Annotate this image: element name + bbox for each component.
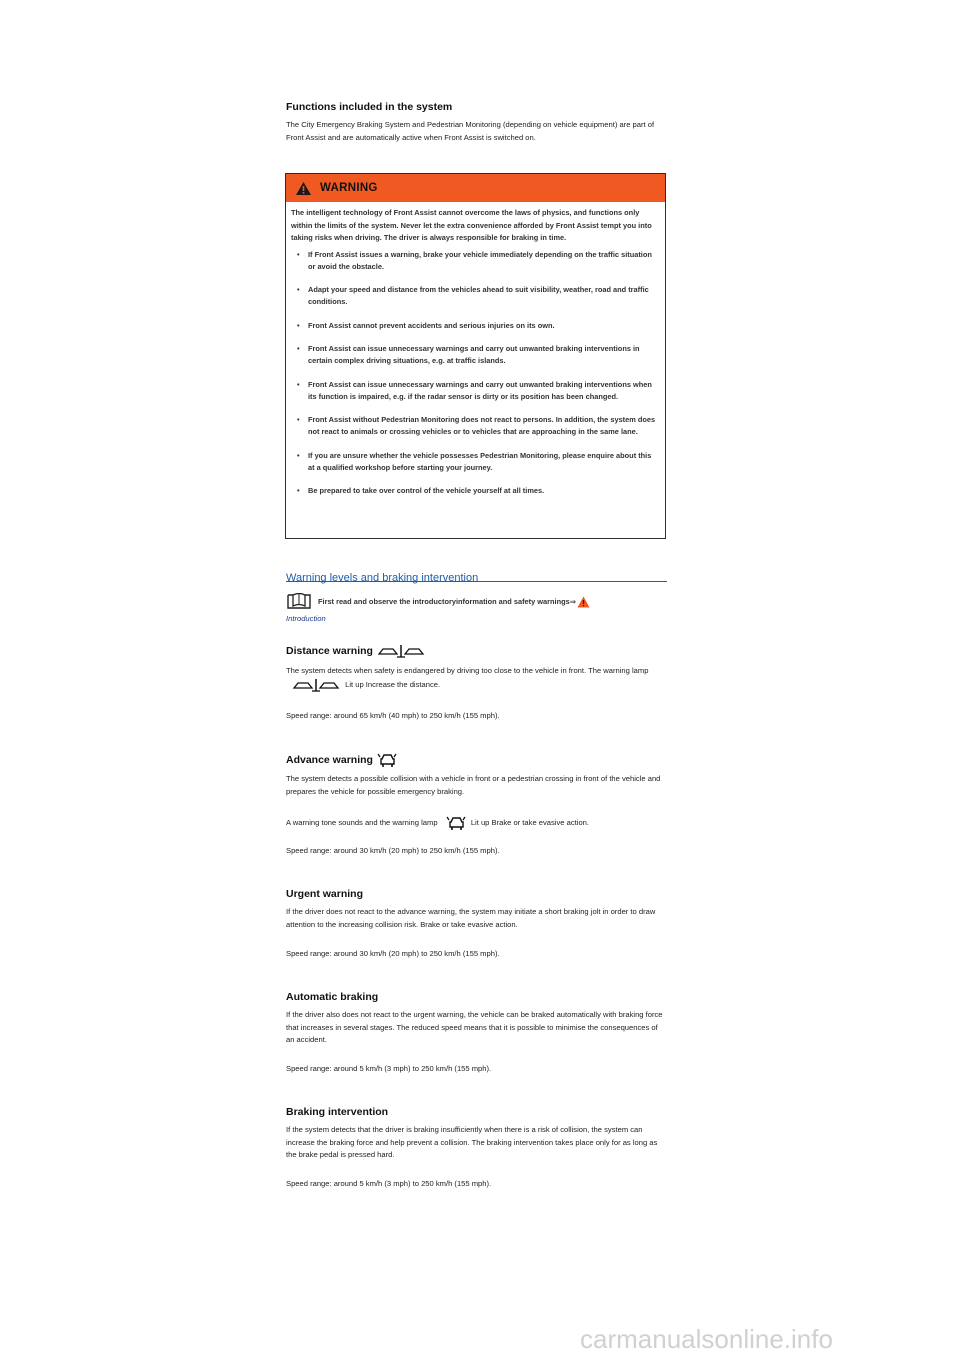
distance-title: Distance warning [286,645,373,657]
warning-list [291,249,659,498]
distance-text [286,665,667,692]
distance-speed: Speed range: around 65 km/h (40 mph) to 250 km/h (155 mph). [286,711,500,720]
introduction-link[interactable]: Introduction [286,614,326,623]
braking-title: Braking intervention [286,1106,389,1118]
automatic-speed: Speed range: around 5 km/h (3 mph) to 250 km/h (155 mph). [286,1064,492,1073]
advance-tone [286,815,667,831]
intro-title: Functions included in the system [286,101,453,113]
distance-heading [286,644,667,658]
urgent-text: If the driver does not react to the advance warning, the system may initiate a short braking jolt in order to draw attention to the increasing collision risk. Brake or take evasive action. [286,907,656,929]
warning-item: • Be prepared to take over control of the vehicle yourself at all times. [297,486,545,496]
distance-warning-icon [377,644,425,658]
watermark-text: carmanualsonline.info [580,1324,833,1354]
warning-lead: The intelligent technology of Front Assist cannot overcome the laws of physics, and functions only within the limits of the system. Never let the extra convenience afforded by Front Assist tempt you into taking risks when driving. The driver is always responsible for braking in time. [291,208,652,242]
braking-speed: Speed range: around 5 km/h (3 mph) to 250 km/h (155 mph). [286,1179,492,1188]
warning-item-text: Adapt your speed and distance from the vehicles ahead to suit visibility, weather, road and traffic conditions. [308,285,649,307]
automatic-title: Automatic braking [286,991,379,1003]
advance-warning-icon [377,752,397,768]
warning-header [286,174,665,202]
distance-warning-lamp-icon [292,678,340,692]
urgent-speed: Speed range: around 30 km/h (20 mph) to 250 km/h (155 mph). [286,949,500,958]
section-heading [286,568,667,582]
urgent-title: Urgent warning [286,888,364,900]
advance-title: Advance warning [286,754,373,766]
warning-item: • Front Assist without Pedestrian Monitoring does not react to persons. In addition, the system does not react to animals or crossing vehicles or to vehicles that are approaching in the same lane. [297,415,656,437]
warning-item: • If you are unsure whether the vehicle possesses Pedestrian Monitoring, please enquire about this at a qualified workshop before starting your journey. [297,450,652,473]
advance-warning-lamp-icon [446,815,466,831]
warning-item-text: Front Assist without Pedestrian Monitoring does not react to persons. In addition, the system does not react to animals or crossing vehicles or to vehicles that are approaching in the same lane. [308,415,656,437]
warning-item: • Front Assist can issue unnecessary warnings and carry out unwanted braking interventions in certain complex driving situations, e.g. at traffic islands. [297,344,640,366]
warning-item: • Front Assist can issue unnecessary warnings and carry out unwanted braking interventions when its function is impaired, e.g. if the radar sensor is dirty or its position has been changed. [297,379,652,401]
advance-tone-a: A warning tone sounds and the warning lamp [286,818,438,827]
advance-text: The system detects a possible collision with a vehicle in front or a pedestrian crossing in front of the vehicle and prepares the vehicle for possible emergency braking. [286,774,661,796]
warning-item-text: Be prepared to take over control of the vehicle yourself at all times. [308,486,545,496]
advance-tone-b: Lit up Brake or take evasive action. [470,818,590,827]
warning-item-text: Front Assist cannot prevent accidents and serious injuries on its own. [308,320,555,330]
warning-item-text: If Front Assist issues a warning, brake your vehicle immediately depending on the traffic situation or avoid the obstacle. [308,249,652,271]
advance-heading [286,752,667,768]
distance-text-a: The system detects when safety is endangered by driving too close to the vehicle in front. The warning lamp [286,666,649,675]
section-title: Warning levels and braking intervention [286,572,479,584]
intro-text: The City Emergency Braking System and Pedestrian Monitoring (depending on vehicle equipment) are part of Front Assist and are automatically active when Front Assist is switched on. [286,120,655,142]
warning-item-text: If you are unsure whether the vehicle possesses Pedestrian Monitoring, please enquire about this at a qualified workshop before starting your journey. [308,450,652,473]
warning-item-text: Front Assist can issue unnecessary warnings and carry out unwanted braking interventions in certain complex driving situations, e.g. at traffic islands. [308,344,640,366]
book-icon [286,593,312,610]
advance-speed: Speed range: around 30 km/h (20 mph) to 250 km/h (155 mph). [286,846,500,855]
warning-item: • Adapt your speed and distance from the vehicles ahead to suit visibility, weather, road and traffic conditions. [297,285,649,307]
warning-item: • If Front Assist issues a warning, brake your vehicle immediately depending on the traffic situation or avoid the obstacle. [297,249,652,271]
braking-text: If the system detects that the driver is braking insufficiently when there is a risk of collision, the system can increase the braking force and help prevent a collision. The braking intervention takes place only for as long as the brake pedal is pressed hard. [286,1125,658,1159]
warning-box [285,173,666,539]
warning-item-text: Front Assist can issue unnecessary warnings and carry out unwanted braking interventions when its function is impaired, e.g. if the radar sensor is dirty or its position has been changed. [308,379,652,401]
automatic-text: If the driver also does not react to the urgent warning, the vehicle can be braked automatically with braking force that increases in several stages. The reduced speed means that it is possible to minimise the consequences of an accident. [286,1010,663,1044]
warning-title: WARNING [320,182,378,194]
warning-triangle-small-icon[interactable] [577,596,590,608]
read-note [286,593,667,623]
warning-item: • Front Assist cannot prevent accidents and serious injuries on its own. [297,320,555,330]
read-note-text: First read and observe the introductoryinformation and safety warnings⇒ [318,597,576,606]
watermark-logo [575,1318,955,1358]
warning-triangle-icon [295,181,312,196]
distance-text-b: Lit up Increase the distance. [345,679,441,689]
